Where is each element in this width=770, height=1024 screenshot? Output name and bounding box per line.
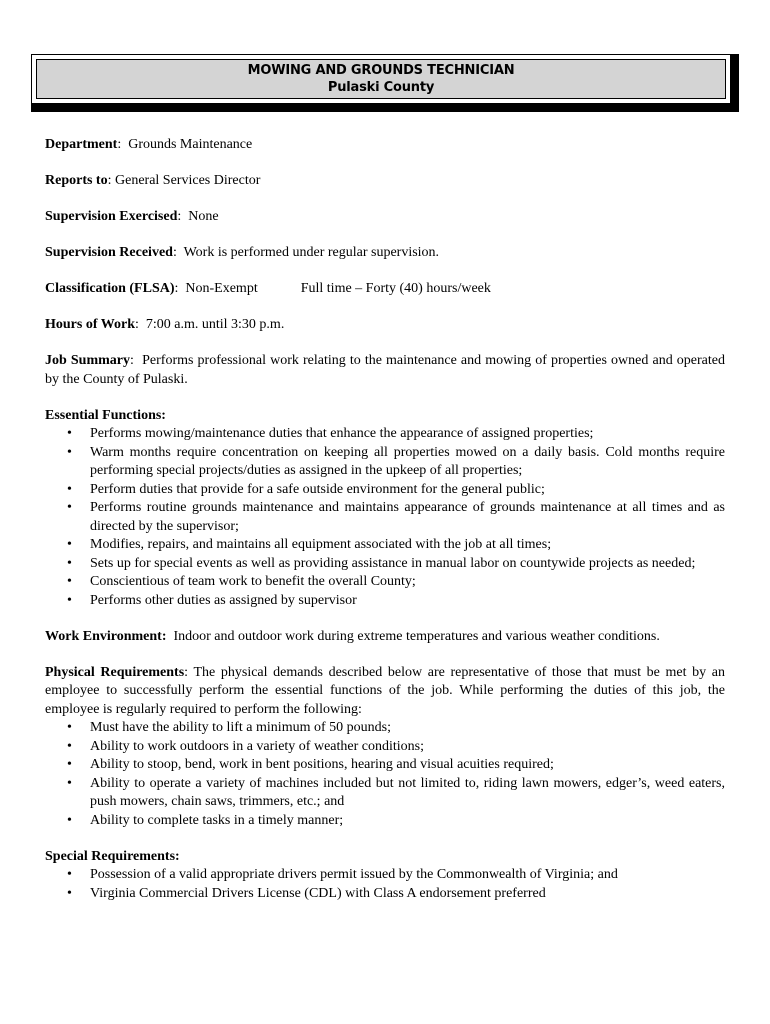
title-box [31,54,731,104]
list-item: • Perform duties that provide for a safe outside environment for the general public; [90,481,725,500]
list-item: • Performs mowing/maintenance duties that enhance the appearance of assigned properties; [90,425,725,444]
list-item: • Ability to operate a variety of machines included but not limited to, riding lawn mowers, edger’s, weed eaters, push mowers, chain saws, trimmers, etc.; and [90,775,725,812]
supervision-exercised-label: Supervision Exercised [45,209,178,224]
hours-label: Hours of Work [45,317,135,332]
county-name: Pulaski County [327,80,435,95]
special-requirements-section [45,848,725,904]
list-item: • Modifies, repairs, and maintains all equipment associated with the job at all times; [90,536,725,555]
essential-functions-section [45,407,725,611]
classification-field: Classification (FLSA): Non-Exempt Full time – Forty (40) hours/week [45,281,491,296]
physical-requirements-section [45,664,725,831]
list-item: • Virginia Commercial Drivers License (CDL) with Class A endorsement preferred [90,885,725,904]
supervision-received-label: Supervision Received [45,245,173,260]
physical-requirements-label: Physical Requirements [45,664,185,680]
list-item: • Warm months require concentration on keeping all properties mowed on a daily basis. Cold months require performing special projects/duties as assigned in the upkeep of all properties; [90,444,725,481]
supervision-received-field: Supervision Received: Work is performed under regular supervision. [45,245,440,260]
list-item: • Conscientious of team work to benefit the overall County; [90,573,725,592]
list-item: • Performs routine grounds maintenance and maintains appearance of grounds maintenance at all times and as directed by the supervisor; [90,499,725,536]
document-body [45,136,725,921]
physical-requirements-list [45,719,725,830]
list-item: • Must have the ability to lift a minimum of 50 pounds; [90,719,725,738]
classification-label: Classification (FLSA) [45,281,175,296]
reports-to-value: General Services Director [115,173,261,188]
schedule-value: Full time – Forty (40) hours/week [300,281,491,296]
hours-value: 7:00 a.m. until 3:30 p.m. [145,317,285,332]
reports-to-field: Reports to: General Services Director [45,173,261,188]
special-requirements-list [45,866,725,903]
classification-value: Non-Exempt [185,281,258,296]
work-environment-label: Work Environment: [45,628,167,644]
list-item: • Possession of a valid appropriate drivers permit issued by the Commonwealth of Virginia; and [90,866,725,885]
department-field: Department: Grounds Maintenance [45,137,253,152]
list-item: • Ability to stoop, bend, work in bent positions, hearing and visual acuities required; [90,756,725,775]
special-requirements-heading: Special Requirements: [45,848,180,864]
list-item: • Sets up for special events as well as providing assistance in manual labor on countywide projects as needed; [90,555,725,574]
department-value: Grounds Maintenance [128,137,253,152]
job-title: MOWING AND GROUNDS TECHNICIAN [247,63,515,78]
work-environment [45,628,725,647]
job-summary: Job Summary: Performs professional work relating to the maintenance and mowing of properties owned and operated by the County of Pulaski. [45,353,725,387]
physical-requirements-text: : The physical demands described below are representative of those that must be met by an employee to successfully perform the essential functions of the job. While performing the duties of this job, the employee is regularly required to perform the following: [45,664,726,717]
list-item: • Ability to work outdoors in a variety of weather conditions; [90,738,725,757]
department-label: Department [45,137,118,152]
supervision-exercised-value: None [188,209,219,224]
physical-requirements-intro [45,664,725,720]
hours-field: Hours of Work: 7:00 a.m. until 3:30 p.m. [45,317,285,332]
essential-functions-heading: Essential Functions: [45,407,166,423]
job-summary-label: Job Summary [45,353,131,368]
work-environment-text: Indoor and outdoor work during extreme temperatures and various weather conditions. [173,628,660,644]
supervision-received-value: Work is performed under regular supervision. [183,245,440,260]
list-item: • Performs other duties as assigned by supervisor [90,592,725,611]
essential-functions-list [45,425,725,610]
title-box-inner [36,59,726,99]
supervision-exercised-field: Supervision Exercised: None [45,209,219,224]
job-summary-text: Performs professional work relating to the maintenance and mowing of properties owned and operated by the County of Pulaski. [45,353,725,387]
reports-to-label: Reports to [45,173,108,188]
list-item: • Ability to complete tasks in a timely manner; [90,812,725,831]
